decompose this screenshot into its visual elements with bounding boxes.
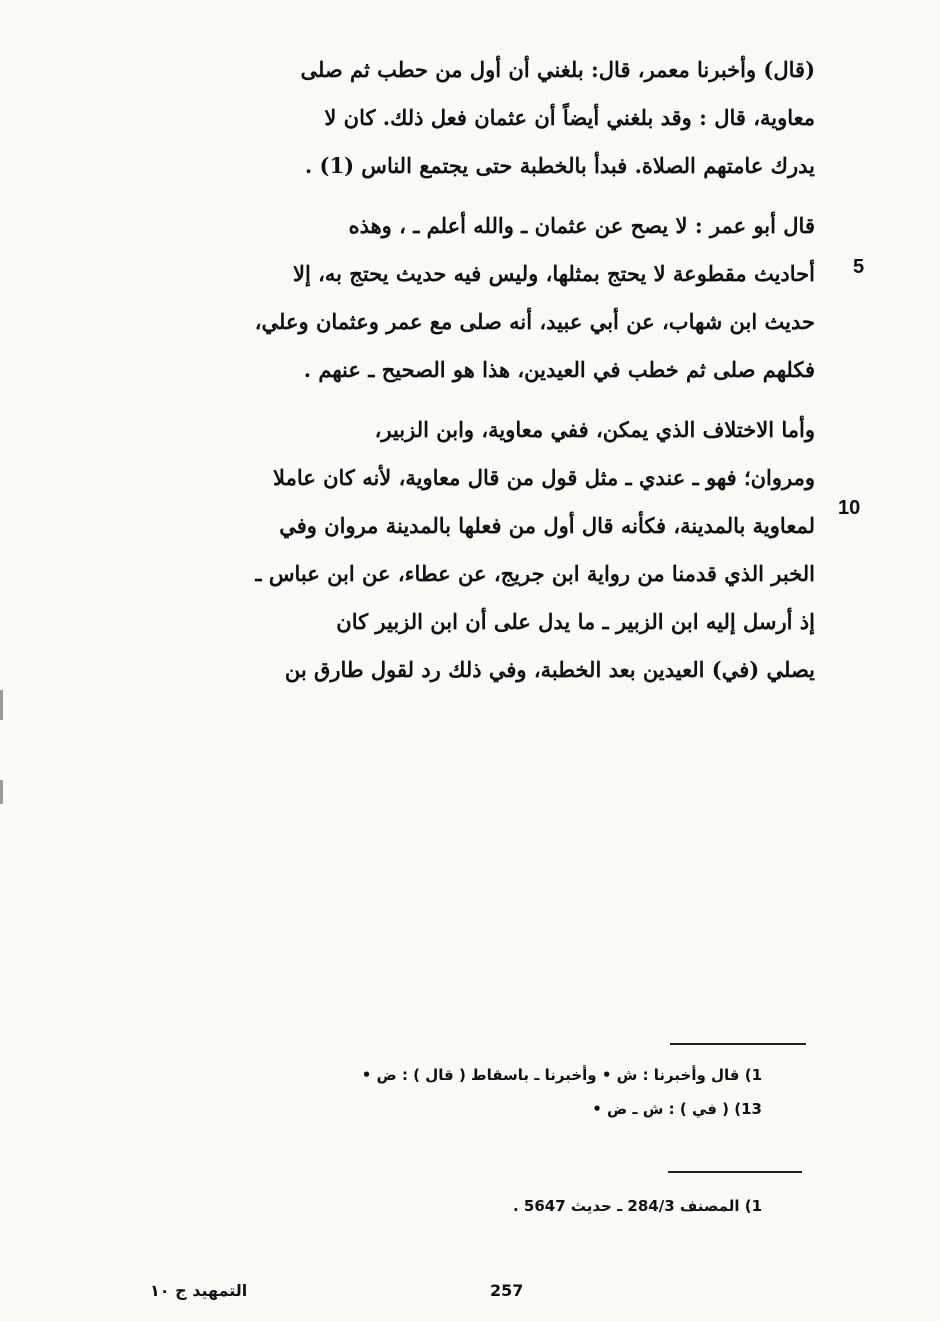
scan-edge-mark [0,690,3,720]
reference-notes [202,1189,762,1223]
main-text [165,46,815,706]
line-number-5: 5 [853,256,865,278]
running-title: التمهيد ج ١٠ [150,1281,248,1300]
text-line: يصلي (في) العيدين بعد الخطبة، وفي ذلك رد لقول طارق بن [284,657,815,682]
footnote-divider [670,1043,806,1045]
paragraph-1 [165,46,815,190]
text-line: أحاديث مقطوعة لا يحتج بمثلها، وليس فيه حديث يحتج به، إلا [292,261,815,286]
text-line: إذ أرسل إليه ابن الزبير ـ ما يدل على أن ابن الزبير كان [336,609,815,634]
text-line: وأما الاختلاف الذي يمكن، ففي معاوية، وابن الزبير، [374,417,815,442]
text-line: (قال) وأخبرنا معمر، قال: بلغني أن أول من حطب ثم صلى [300,57,815,82]
text-line: قال أبو عمر : لا يصح عن عثمان ـ والله أعلم ـ ، وهذه [348,213,815,238]
scan-edge-mark [0,780,3,804]
text-line: يدرك عامتهم الصلاة. فبدأ بالخطبة حتى يجتمع الناس (1) . [304,153,815,178]
paragraph-2 [165,202,815,394]
page-number: 257 [490,1281,524,1300]
apparatus-notes [202,1058,762,1126]
text-line: الخبر الذي قدمنا من رواية ابن جريج، عن عطاء، عن ابن عباس ـ [255,561,815,586]
text-line: حديث ابن شهاب، عن أبي عبيد، أنه صلى مع عمر وعثمان وعلي، [254,309,815,334]
paragraph-3 [165,406,815,694]
text-line: ومروان؛ فهو ـ عندي ـ مثل قول من قال معاوية، لأنه كان عاملا [273,465,815,490]
apparatus-note: 1) قال وأخبرنا : ش • وأخبرنا ـ باسقاط ( قال ) : ض • [361,1066,762,1084]
text-line: معاوية، قال : وقد بلغني أيضاً أن عثمان فعل ذلك. كان لا [324,105,815,130]
line-number-10: 10 [838,497,861,519]
reference-note: 1) المصنف 284/3 ـ حديث 5647 . [512,1197,762,1215]
reference-divider [668,1171,802,1173]
text-line: لمعاوية بالمدينة، فكأنه قال أول من فعلها بالمدينة مروان وفي [279,513,815,538]
apparatus-note: 13) ( في ) : ش ـ ض • [592,1100,762,1118]
text-line: فكلهم صلى ثم خطب في العيدين، هذا هو الصحيح ـ عنهم . [303,357,815,382]
